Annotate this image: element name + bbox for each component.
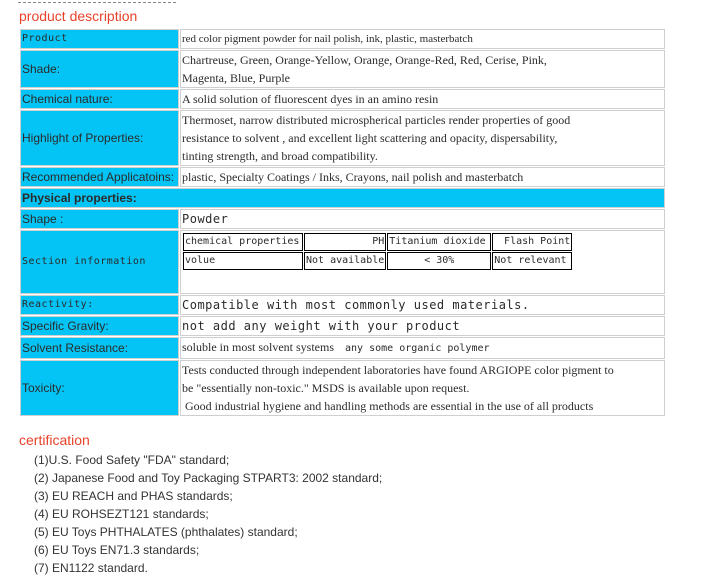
- specific-gravity-value: not add any weight with your product: [180, 316, 665, 336]
- solvent-resistance-text: soluble in most solvent systems: [182, 340, 335, 354]
- specific-gravity-label: Specific Gravity:: [20, 316, 179, 336]
- section-info-values-row: [183, 252, 572, 270]
- shade-line-1: Chartreuse, Green, Orange-Yellow, Orange, Orange-Red, Red, Cerise, Pink,: [182, 53, 547, 67]
- row-shape: [20, 209, 665, 229]
- product-description-heading: product description: [19, 8, 138, 24]
- solvent-resistance-extra: any some organic polymer: [345, 343, 490, 354]
- applications-value: plastic, Specialty Coatings / Inks, Crayons, nail polish and masterbatch: [180, 167, 665, 187]
- row-chemical-nature: [20, 89, 665, 109]
- row-solvent-resistance: [20, 337, 665, 359]
- section-info-value: [180, 230, 665, 294]
- row-product: [20, 29, 665, 49]
- product-spec-table: [19, 28, 666, 417]
- shade-line-2: Magenta, Blue, Purple: [182, 71, 290, 85]
- header-flash-point: Flash Point: [492, 233, 572, 251]
- applications-label: Recommended Applicatoins:: [20, 167, 179, 187]
- section-info-label: Section information: [20, 230, 179, 294]
- highlight-value: [180, 110, 665, 166]
- top-divider: [18, 2, 176, 3]
- product-value: red color pigment powder for nail polish, ink, plastic, masterbatch: [180, 29, 665, 49]
- certification-item: (1)U.S. Food Safety "FDA" standard;: [34, 453, 230, 467]
- row-specific-gravity: [20, 316, 665, 336]
- value-ph: Not available: [304, 252, 386, 270]
- section-info-table: [182, 232, 573, 271]
- shape-label: Shape :: [20, 209, 179, 229]
- toxicity-line-3: Good industrial hygiene and handling methods are essential in the use of all products: [182, 399, 594, 413]
- row-shade: [20, 50, 665, 88]
- header-titanium-dioxide: Titanium dioxide: [387, 233, 491, 251]
- shade-label: Shade:: [20, 50, 179, 88]
- highlight-line-3: tinting strength, and broad compatibility.: [182, 149, 378, 163]
- row-toxicity: [20, 360, 665, 416]
- certification-heading: certification: [19, 432, 90, 448]
- row-highlight: [20, 110, 665, 166]
- header-chemical-properties: chemical properties: [183, 233, 303, 251]
- row-physical-heading: [20, 188, 665, 208]
- shape-value: Powder: [180, 209, 665, 229]
- value-flash-point: Not relevant: [492, 252, 572, 270]
- toxicity-value: [180, 360, 665, 416]
- physical-properties-heading: Physical properties:: [20, 188, 665, 208]
- certification-item: (3) EU REACH and PHAS standards;: [34, 489, 233, 503]
- shade-value: [180, 50, 665, 88]
- toxicity-label: Toxicity:: [20, 360, 179, 416]
- highlight-line-1: Thermoset, narrow distributed microspherical particles render properties of good: [182, 113, 571, 127]
- header-ph: PH: [304, 233, 386, 251]
- toxicity-line-1: Tests conducted through independent laboratories have found ARGIOPE color pigment to: [182, 363, 614, 377]
- row-applications: [20, 167, 665, 187]
- value-volue: volue: [183, 252, 303, 270]
- certification-item: (5) EU Toys PHTHALATES (phthalates) standard;: [34, 525, 298, 539]
- solvent-resistance-label: Solvent Resistance:: [20, 337, 179, 359]
- certification-item: (4) EU ROHSEZT121 standards;: [34, 507, 209, 521]
- row-section-info: [20, 230, 665, 294]
- reactivity-label: Reactivity:: [20, 295, 179, 315]
- value-titanium-dioxide: < 30%: [387, 252, 491, 270]
- certification-item: (7) EN1122 standard.: [34, 561, 148, 575]
- chemical-nature-value: A solid solution of fluorescent dyes in an amino resin: [180, 89, 665, 109]
- chemical-nature-label: Chemical nature:: [20, 89, 179, 109]
- toxicity-line-2: be "essentially non-toxic." MSDS is available upon request.: [182, 381, 470, 395]
- product-label: Product: [20, 29, 179, 49]
- certification-item: (6) EU Toys EN71.3 standards;: [34, 543, 200, 557]
- section-info-header-row: [183, 233, 572, 251]
- highlight-label: Highlight of Properties:: [20, 110, 179, 166]
- highlight-line-2: resistance to solvent , and excellent light scattering and opacity, dispersability,: [182, 131, 558, 145]
- solvent-resistance-value: [180, 337, 665, 359]
- certification-list: [34, 451, 382, 577]
- certification-item: (2) Japanese Food and Toy Packaging STPART3: 2002 standard;: [34, 471, 383, 485]
- reactivity-value: Compatible with most commonly used materials.: [180, 295, 665, 315]
- row-reactivity: [20, 295, 665, 315]
